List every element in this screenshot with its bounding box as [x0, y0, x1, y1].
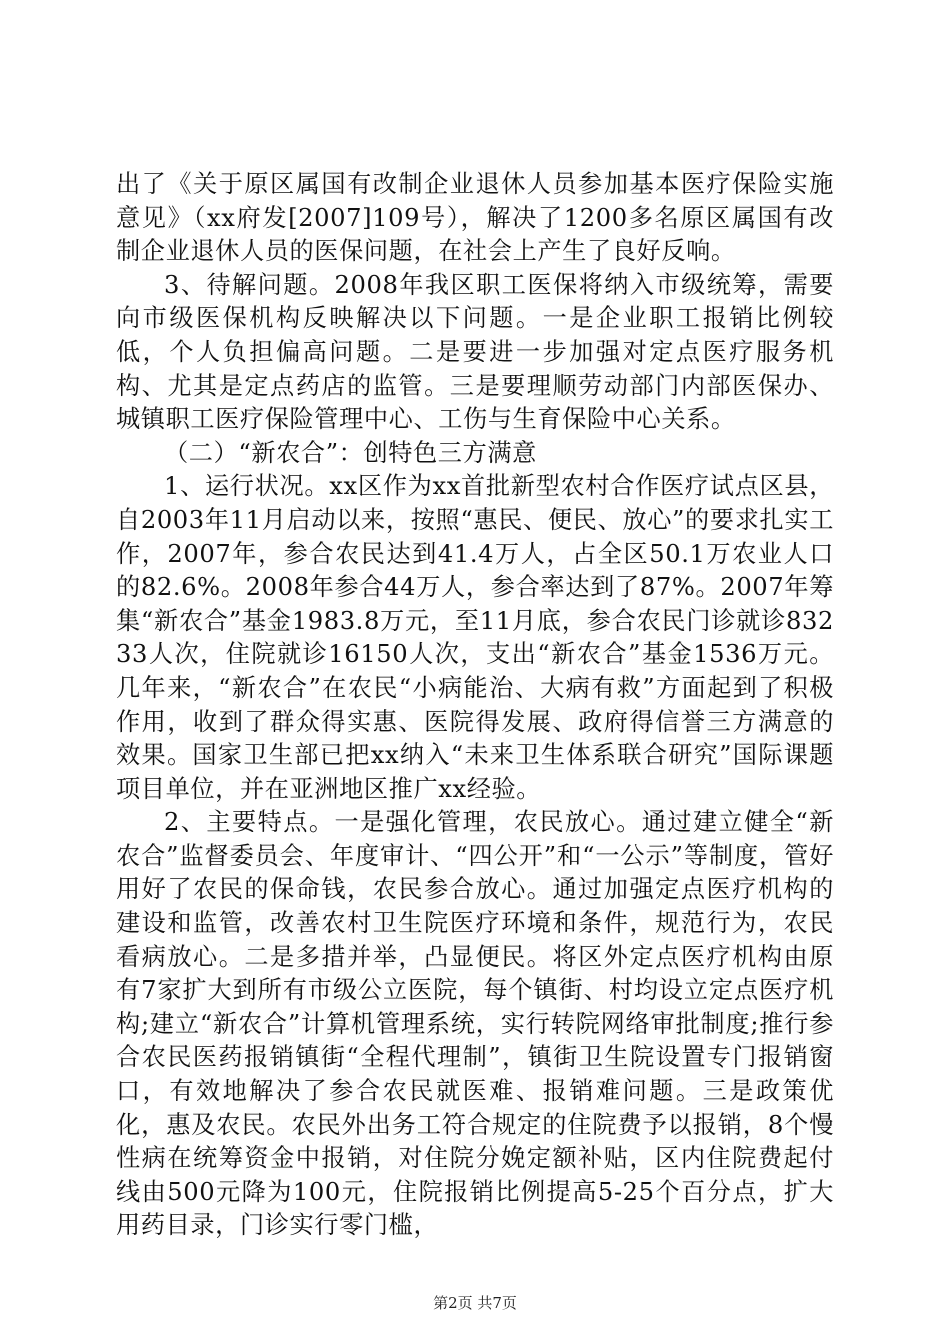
page-number-footer: 第2页 共7页	[433, 1294, 517, 1312]
paragraph-pending-issues: 3、待解问题。2008年我区职工医保将纳入市级统筹，需要向市级医保机构反映解决以下问题。一是企业职工报销比例较低，个人负担偏高问题。二是要进一步加强对定点医疗服务机构、尤其是定点药店的监管。三是要理顺劳动部门内部医保办、城镇职工医疗保险管理中心、工伤与生育保险中心关系。	[116, 270, 834, 434]
section-heading-new-rural-cooperative: （二）“新农合”：创特色三方满意	[164, 438, 537, 467]
paragraph-retiree-insurance: 出了《关于原区属国有改制企业退休人员参加基本医疗保险实施意见》（xx府发[2007]109号），解决了1200多名原区属国有改制企业退休人员的医保问题，在社会上产生了良好反响。	[116, 170, 834, 266]
paragraph-operation-status: 1、运行状况。xx区作为xx首批新型农村合作医疗试点区县，自2003年11月启动以来，按照“惠民、便民、放心”的要求扎实工作，2007年，参合农民达到41.4万人，占全区50.1万农业人口的82.6%。2008年参合44万人，参合率达到了87%。2007年筹集“新农合”基金1983.8万元，至11月底，参合农民门诊就诊83233人次，住院就诊16150人次，支出“新农合”基金1536万元。几年来，“新农合”在农民“小病能治、大病有救”方面起到了积极作用，收到了群众得实惠、医院得发展、政府得信誉三方满意的效果。国家卫生部已把xx纳入“未来卫生体系联合研究”国际课题项目单位，并在亚洲地区推广xx经验。	[116, 472, 834, 803]
document-body	[116, 168, 834, 1243]
paragraph-main-features: 2、主要特点。一是强化管理，农民放心。通过建立健全“新农合”监督委员会、年度审计、“四公开”和“一公示”等制度，管好用好了农民的保命钱，农民参合放心。通过加强定点医疗机构的建设和监管，改善农村卫生院医疗环境和条件，规范行为，农民看病放心。二是多措并举，凸显便民。将区外定点医疗机构由原有7家扩大到所有市级公立医院，每个镇街、村均设立定点医疗机构;建立“新农合”计算机管理系统，实行转院网络审批制度;推行参合农民医药报销镇街“全程代理制”，镇街卫生院设置专门报销窗口，有效地解决了参合农民就医难、报销难问题。三是政策优化，惠及农民。农民外出务工符合规定的住院费予以报销，8个慢性病在统筹资金中报销，对住院分娩定额补贴，区内住院费起付线由500元降为100元，住院报销比例提高5-25个百分点，扩大用药目录，门诊实行零门槛，	[116, 808, 834, 1240]
